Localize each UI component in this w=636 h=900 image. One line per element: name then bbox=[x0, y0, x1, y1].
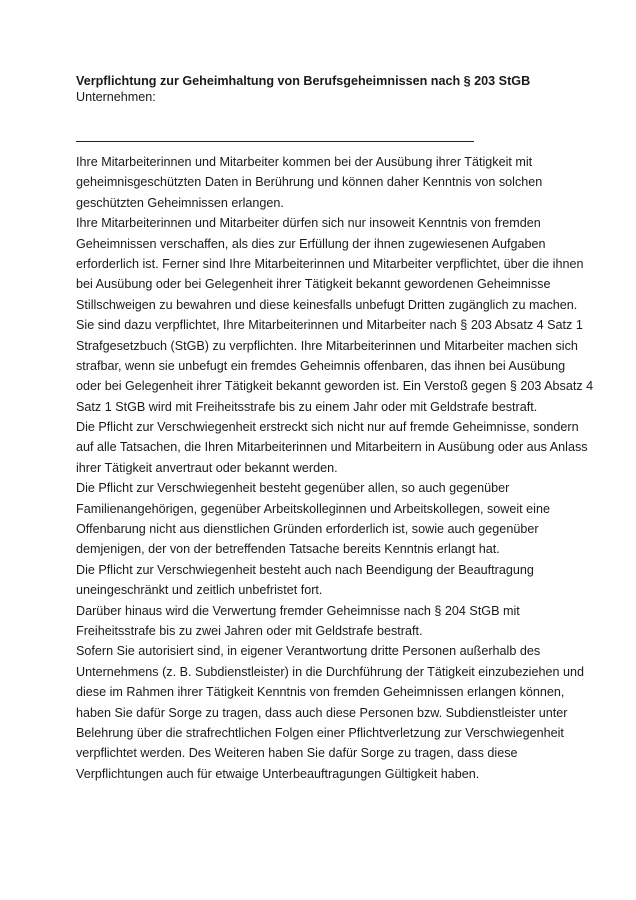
body-line: Darüber hinaus wird die Verwertung fremder Geheimnisse nach § 204 StGB mit bbox=[76, 603, 520, 618]
body-line: diese im Rahmen ihrer Tätigkeit Kenntnis von fremden Geheimnissen erlangen können, bbox=[76, 685, 565, 700]
body-line: Strafgesetzbuch (StGB) zu verpflichten. Ihre Mitarbeiterinnen und Mitarbeiter machen sich bbox=[76, 338, 578, 353]
body-line: Die Pflicht zur Verschwiegenheit erstreckt sich nicht nur auf fremde Geheimnisse, sondern bbox=[76, 420, 579, 435]
body-line: ihrer Tätigkeit anvertraut oder bekannt werden. bbox=[76, 460, 338, 475]
body-line: strafbar, wenn sie unbefugt ein fremdes Geheimnis offenbaren, das ihnen bei Ausübung bbox=[76, 358, 566, 373]
body-line: Freiheitsstrafe bis zu zwei Jahren oder mit Geldstrafe bestraft. bbox=[76, 623, 423, 638]
body-line: Stillschweigen zu bewahren und diese keinesfalls unbefugt Dritten zugänglich zu machen. bbox=[76, 297, 578, 312]
body-line: Familienangehörigen, gegenüber Arbeitskolleginnen und Arbeitskollegen, soweit eine bbox=[76, 501, 550, 516]
body-line: geheimnisgeschützten Daten in Berührung und können daher Kenntnis von solchen bbox=[76, 175, 543, 190]
body-line: Verpflichtungen auch für etwaige Unterbeauftragungen Gültigkeit haben. bbox=[76, 766, 480, 781]
body-line: Die Pflicht zur Verschwiegenheit besteht auch nach Beendigung der Beauftragung bbox=[76, 562, 534, 577]
body-line: Geheimnissen verschaffen, als dies zur Erfüllung der ihnen zugewiesenen Aufgaben bbox=[76, 236, 546, 251]
body-line: Ihre Mitarbeiterinnen und Mitarbeiter kommen bei der Ausübung ihrer Tätigkeit mit bbox=[76, 155, 533, 169]
body-line: verpflichtet werden. Des Weiteren haben Sie dafür Sorge zu tragen, dass diese bbox=[76, 746, 518, 761]
body-line: Unternehmens (z. B. Subdienstleister) in die Durchführung der Tätigkeit einzubeziehen und bbox=[76, 664, 585, 679]
body-line: Sie sind dazu verpflichtet, Ihre Mitarbeiterinnen und Mitarbeiter nach § 203 Absatz 4 Satz 1 bbox=[76, 318, 583, 333]
body-line: demjenigen, der von der betreffenden Tatsache bereits Kenntnis erlangt hat. bbox=[76, 542, 500, 557]
company-label: Unternehmen: bbox=[76, 90, 156, 104]
body-line: Die Pflicht zur Verschwiegenheit besteht gegenüber allen, so auch gegenüber bbox=[76, 481, 510, 496]
company-name-line bbox=[76, 141, 474, 142]
body-line: bei Ausübung oder bei Gelegenheit ihrer Tätigkeit bekannt gewordenen Geheimnisse bbox=[76, 277, 551, 292]
body-line: erforderlich ist. Ferner sind Ihre Mitarbeiterinnen und Mitarbeiter verpflichtet, über die ihnen bbox=[76, 256, 584, 271]
body-line: Ihre Mitarbeiterinnen und Mitarbeiter dürfen sich nur insoweit Kenntnis von fremden bbox=[76, 216, 541, 231]
body-line: Satz 1 StGB wird mit Freiheitsstrafe bis zu einem Jahr oder mit Geldstrafe bestraft. bbox=[76, 399, 538, 414]
body-line: uneingeschränkt und zeitlich unbefristet fort. bbox=[76, 583, 323, 598]
body-line: Offenbarung nicht aus dienstlichen Gründen erforderlich ist, sowie auch gegenüber bbox=[76, 522, 539, 537]
body-line: Belehrung über die strafrechtlichen Folgen einer Pflichtverletzung zur Verschwiegenheit bbox=[76, 725, 564, 740]
body-line: Sofern Sie autorisiert sind, in eigener Verantwortung dritte Personen außerhalb des bbox=[76, 644, 541, 659]
body-line: oder bei Gelegenheit ihrer Tätigkeit bekannt geworden ist. Ein Verstoß gegen § 203 Absatz 4 bbox=[76, 379, 594, 394]
document-title: Verpflichtung zur Geheimhaltung von Berufsgeheimnissen nach § 203 StGB bbox=[76, 74, 531, 88]
body-line: auf alle Tatsachen, die Ihren Mitarbeiterinnen und Mitarbeitern in Ausübung oder aus Anlass bbox=[76, 440, 588, 455]
body-line: haben Sie dafür Sorge zu tragen, dass auch diese Personen bzw. Subdienstleister unter bbox=[76, 705, 568, 720]
body-line: geschützten Geheimnissen erlangen. bbox=[76, 195, 284, 210]
body-text bbox=[76, 152, 594, 784]
